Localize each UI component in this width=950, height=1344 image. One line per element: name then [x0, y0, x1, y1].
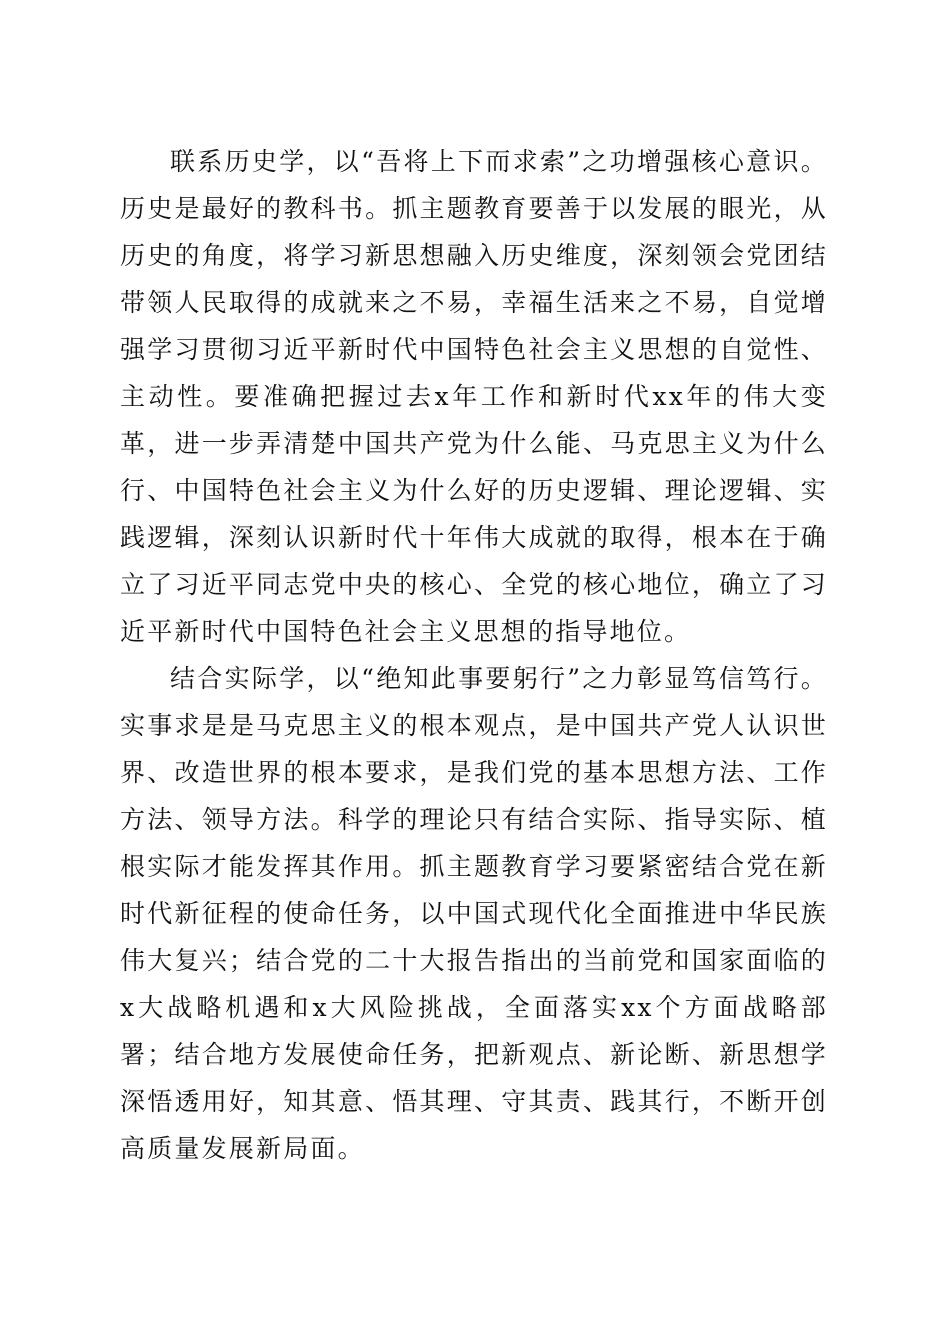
paragraph-history-study: 联系历史学，以“吾将上下而求索”之功增强核心意识。历史是最好的教科书。抓主题教育要善于以发展的眼光，从历史的角度，将学习新思想融入历史维度，深刻领会党团结带领人民取得的成就来之不易，幸福生活来之不易，自觉增强学习贯彻习近平新时代中国特色社会主义思想的自觉性、主动性。要准确把握过去x年工作和新时代xx年的伟大变革，进一步弄清楚中国共产党为什么能、马克思主义为什么行、中国特色社会主义为什么好的历史逻辑、理论逻辑、实践逻辑，深刻认识新时代十年伟大成就的取得，根本在于确立了习近平同志党中央的核心、全党的核心地位，确立了习近平新时代中国特色社会主义思想的指导地位。 [120, 147, 828, 646]
document-body [120, 138, 828, 1172]
paragraph-practice-study: 结合实际学，以“绝知此事要躬行”之力彰显笃信笃行。实事求是是马克思主义的根本观点，是中国共产党人认识世界、改造世界的根本要求，是我们党的基本思想方法、工作方法、领导方法。科学的理论只有结合实际、指导实际、植根实际才能发挥其作用。抓主题教育学习要紧密结合党在新时代新征程的使命任务，以中国式现代化全面推进中华民族伟大复兴；结合党的二十大报告指出的当前党和国家面临的x大战略机遇和x大风险挑战，全面落实xx个方面战略部署；结合地方发展使命任务，把新观点、新论断、新思想学深悟透用好，知其意、悟其理、守其责、践其行，不断开创高质量发展新局面。 [120, 664, 828, 1163]
